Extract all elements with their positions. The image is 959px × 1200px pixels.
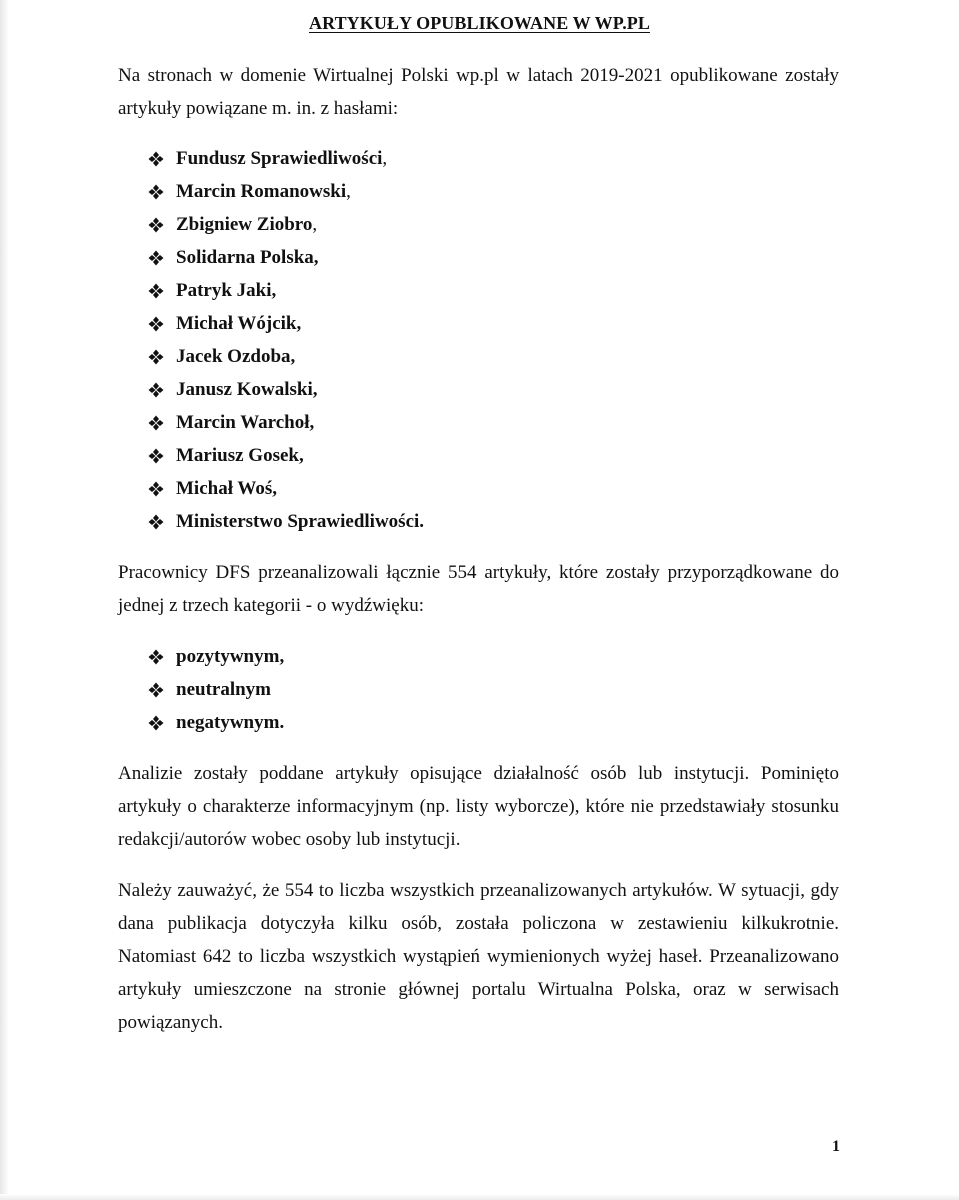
scope-paragraph: Analizie zostały poddane artykuły opisujące działalność osób lub instytucji. Pominięto artykuły o charakterze informacyjnym (np. listy wyborcze), które nie przedstawiały stosunku redakcji/autorów wobec osoby lub instytucji. (118, 763, 839, 850)
keyword-list (148, 142, 424, 538)
keyword-item (148, 241, 424, 274)
page-number: 1 (832, 1138, 840, 1155)
analysis-paragraph: Pracownicy DFS przeanalizowali łącznie 554 artykuły, które zostały przyporządkowane do jednej z trzech kategorii - o wydźwięku: (118, 562, 839, 616)
category-item (148, 706, 284, 739)
four-diamond-bullet-icon (148, 217, 164, 233)
four-diamond-bullet-icon (148, 649, 164, 665)
sentiment-category-list (148, 640, 284, 739)
keyword-item-label: Michał Woś, (176, 478, 277, 499)
note-paragraph: Należy zauważyć, że 554 to liczba wszystkich przeanalizowanych artykułów. W sytuacji, gdy dana publikacja dotyczyła kilku osób, została policzona w zestawieniu kilkukrotnie. Natomiast 642 to liczba wszystkich wystąpień wymienionych wyżej haseł. Przeanalizowano artykuły umieszczone na stronie głównej portalu Wirtualna Polska, oraz w serwisach powiązanych. (118, 880, 839, 1033)
four-diamond-bullet-icon (148, 250, 164, 266)
keyword-item-label: Fundusz Sprawiedliwości (176, 148, 383, 169)
four-diamond-bullet-icon (148, 514, 164, 530)
keyword-item-label: Ministerstwo Sprawiedliwości. (176, 511, 425, 532)
four-diamond-bullet-icon (148, 349, 164, 365)
keyword-item-separator: , (346, 181, 351, 202)
keyword-item (148, 274, 424, 307)
keyword-item (148, 340, 424, 373)
four-diamond-bullet-icon (148, 316, 164, 332)
four-diamond-bullet-icon (148, 682, 164, 698)
keyword-item-label: Patryk Jaki, (176, 280, 277, 301)
page-left-shadow (0, 0, 9, 1200)
category-item-label: pozytywnym, (176, 646, 285, 667)
four-diamond-bullet-icon (148, 283, 164, 299)
keyword-item-separator: , (382, 148, 388, 169)
keyword-item (148, 373, 424, 406)
keyword-item (148, 505, 424, 538)
four-diamond-bullet-icon (148, 448, 164, 464)
four-diamond-bullet-icon (148, 715, 164, 731)
category-item (148, 673, 284, 706)
keyword-item-label: Michał Wójcik, (176, 313, 302, 334)
keyword-item (148, 175, 424, 208)
four-diamond-bullet-icon (148, 481, 164, 497)
keyword-item-separator: , (312, 214, 318, 235)
page-bottom-shadow (0, 1194, 959, 1200)
keyword-item-label: Zbigniew Ziobro (176, 214, 313, 235)
four-diamond-bullet-icon (148, 184, 164, 200)
keyword-item-label: Marcin Romanowski (176, 181, 347, 202)
four-diamond-bullet-icon (148, 382, 164, 398)
category-item-label: negatywnym. (176, 712, 285, 733)
keyword-item (148, 307, 424, 340)
four-diamond-bullet-icon (148, 415, 164, 431)
keyword-item (148, 208, 424, 241)
keyword-item (148, 439, 424, 472)
keyword-item (148, 406, 424, 439)
keyword-item-label: Solidarna Polska, (176, 247, 319, 268)
category-item-label: neutralnym (176, 679, 271, 700)
four-diamond-bullet-icon (148, 151, 164, 167)
keyword-item (148, 472, 424, 505)
document-title: ARTYKUŁY OPUBLIKOWANE W WP.PL (309, 13, 650, 33)
keyword-item-label: Jacek Ozdoba, (176, 346, 296, 367)
keyword-item-label: Janusz Kowalski, (176, 379, 318, 400)
keyword-item-label: Marcin Warchoł, (176, 412, 315, 433)
keyword-item-label: Mariusz Gosek, (176, 445, 304, 466)
intro-paragraph: Na stronach w domenie Wirtualnej Polski wp.pl w latach 2019-2021 opublikowane zostały artykuły powiązane m. in. z hasłami: (118, 65, 839, 119)
category-item (148, 640, 284, 673)
keyword-item (148, 142, 424, 175)
